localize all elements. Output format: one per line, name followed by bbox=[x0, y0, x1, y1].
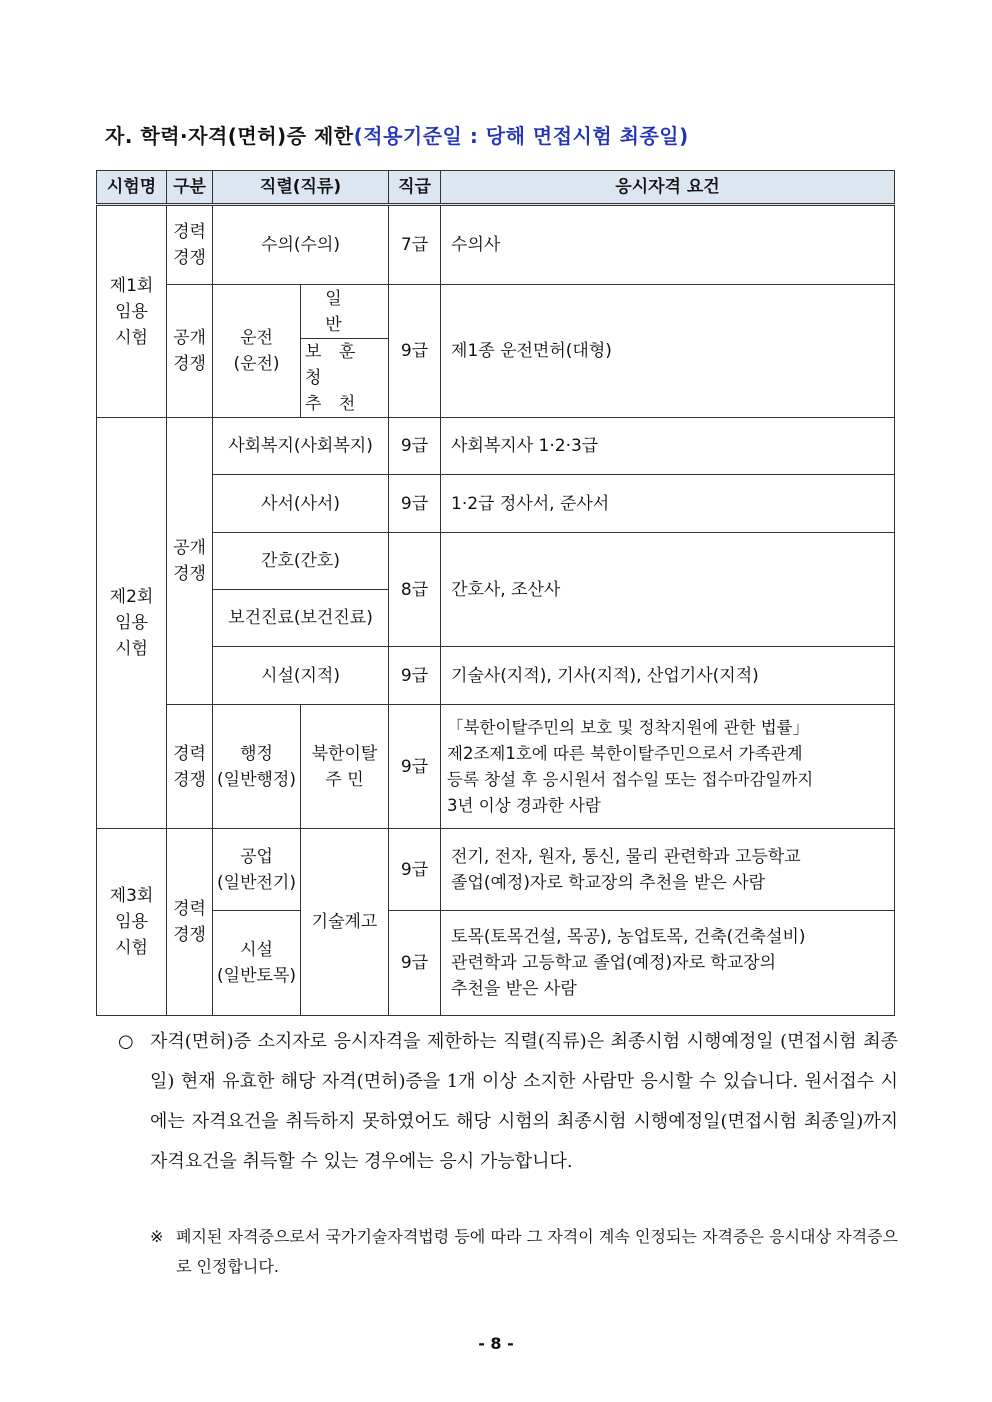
requirement-cell: 수의사 bbox=[441, 205, 895, 285]
header-grade: 직급 bbox=[389, 171, 441, 205]
job-cell: 공업 (일반전기) bbox=[213, 829, 301, 911]
exam-1-cell: 제1회 임용 시험 bbox=[97, 205, 167, 418]
sub-note bbox=[150, 1222, 898, 1282]
grade-cell: 9급 bbox=[389, 418, 441, 475]
table-row bbox=[97, 647, 895, 705]
table-row bbox=[97, 418, 895, 475]
requirement-cell: 간호사, 조산사 bbox=[441, 533, 895, 647]
exam-3-cell: 제3회 임용 시험 bbox=[97, 829, 167, 1016]
header-requirements: 응시자격 요건 bbox=[441, 171, 895, 205]
page-number: - 8 - bbox=[478, 1334, 514, 1353]
division-cell: 경력 경쟁 bbox=[167, 705, 213, 829]
requirement-cell: 사회복지사 1·2·3급 bbox=[441, 418, 895, 475]
grade-cell: 7급 bbox=[389, 205, 441, 285]
sub-category-label: 일 반 bbox=[325, 288, 364, 335]
sub-category-cell: 기술계고 bbox=[301, 829, 389, 1016]
grade-cell: 9급 bbox=[389, 285, 441, 418]
note-text: 자격(면허)증 소지자로 응시자격을 제한하는 직렬(직류)은 최종시험 시행예정일 (면접시험 최종일) 현재 유효한 해당 자격(면허)증을 1개 이상 소지한 사람만 응시할 수 있습니다. 원서접수 시에는 자격요건을 취득하지 못하였어도 해당 시험의 최종시험 시행예정일(면접시험 최종일)까지 자격요건을 취득할 수 있는 경우에는 응시 가능합니다. bbox=[150, 1031, 898, 1172]
table-header-row bbox=[97, 171, 895, 205]
grade-cell: 8급 bbox=[389, 533, 441, 647]
division-cell: 경력 경쟁 bbox=[167, 205, 213, 285]
requirement-cell: 토목(토목건설, 목공), 농업토목, 건축(건축설비) 관련학과 고등학교 졸업(예정)자로 학교장의 추천을 받은 사람 bbox=[441, 911, 895, 1016]
grade-cell: 9급 bbox=[389, 475, 441, 533]
sub-category-cell: 북한이탈 주 민 bbox=[301, 705, 389, 829]
requirement-cell: 1·2급 정사서, 준사서 bbox=[441, 475, 895, 533]
table-row bbox=[97, 533, 895, 590]
qualification-table bbox=[96, 170, 895, 1016]
job-cell: 수의(수의) bbox=[213, 205, 389, 285]
grade-cell: 9급 bbox=[389, 705, 441, 829]
sub-category-cell: 보 훈 청 추 천 bbox=[301, 339, 389, 418]
grade-cell: 9급 bbox=[389, 911, 441, 1016]
note-bullet: ○ bbox=[118, 1031, 134, 1052]
job-cell: 시설 (일반토목) bbox=[213, 911, 301, 1016]
requirement-cell: 「북한이탈주민의 보호 및 정착지원에 관한 법률」 제2조제1호에 따른 북한이탈주민으로서 가족관계 등록 창설 후 응시원서 접수일 또는 접수마감일까지 3년 이상 경과한 사람 bbox=[441, 705, 895, 829]
exam-2-cell: 제2회 임용 시험 bbox=[97, 418, 167, 829]
table-row bbox=[97, 285, 895, 339]
grade-cell: 9급 bbox=[389, 647, 441, 705]
reference-mark: ※ bbox=[150, 1227, 164, 1246]
job-cell: 행정 (일반행정) bbox=[213, 705, 301, 829]
job-cell: 시설(지적) bbox=[213, 647, 389, 705]
eligibility-note bbox=[118, 1022, 898, 1182]
job-cell: 사서(사서) bbox=[213, 475, 389, 533]
table-row bbox=[97, 911, 895, 1016]
division-cell: 경력 경쟁 bbox=[167, 829, 213, 1016]
header-job-series: 직렬(직류) bbox=[213, 171, 389, 205]
table-row bbox=[97, 705, 895, 829]
heading-main: 자. 학력·자격(면허)증 제한 bbox=[105, 124, 354, 148]
requirement-cell: 전기, 전자, 원자, 통신, 물리 관련학과 고등학교 졸업(예정)자로 학교장의 추천을 받은 사람 bbox=[441, 829, 895, 911]
table-row bbox=[97, 829, 895, 911]
sub-category-cell bbox=[301, 285, 389, 339]
division-cell: 공개 경쟁 bbox=[167, 285, 213, 418]
job-cell: 간호(간호) bbox=[213, 533, 389, 590]
requirement-cell: 기술사(지적), 기사(지적), 산업기사(지적) bbox=[441, 647, 895, 705]
header-exam: 시험명 bbox=[97, 171, 167, 205]
section-heading bbox=[105, 120, 689, 149]
division-cell: 공개 경쟁 bbox=[167, 418, 213, 705]
job-cell: 운전 (운전) bbox=[213, 285, 301, 418]
job-cell: 보건진료(보건진료) bbox=[213, 590, 389, 647]
requirement-cell: 제1종 운전면허(대형) bbox=[441, 285, 895, 418]
table-row bbox=[97, 475, 895, 533]
heading-highlight: (적용기준일 : 당해 면접시험 최종일) bbox=[353, 124, 689, 148]
table-row bbox=[97, 205, 895, 285]
grade-cell: 9급 bbox=[389, 829, 441, 911]
sub-note-text: 폐지된 자격증으로서 국가기술자격법령 등에 따라 그 자격이 계속 인정되는 자격증은 응시대상 자격증으로 인정합니다. bbox=[176, 1227, 898, 1276]
job-cell: 사회복지(사회복지) bbox=[213, 418, 389, 475]
header-division: 구분 bbox=[167, 171, 213, 205]
